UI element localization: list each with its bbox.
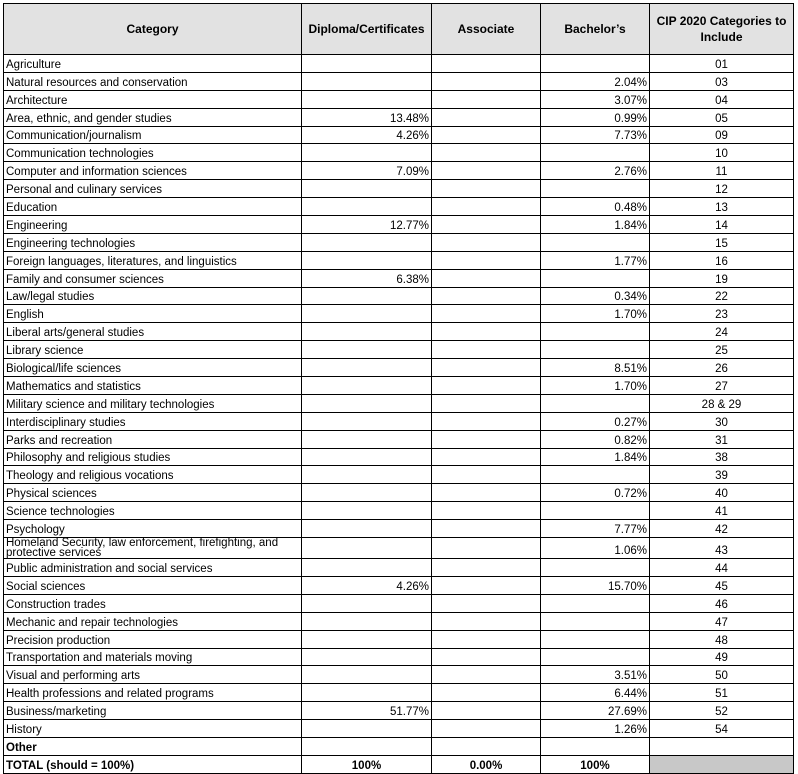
table-row — [4, 576, 794, 594]
cell-category[interactable]: Engineering technologies — [4, 233, 302, 251]
total-row — [4, 755, 794, 773]
cell-cip[interactable]: 47 — [650, 612, 794, 630]
cell-category[interactable]: Theology and religious vocations — [4, 466, 302, 484]
cell-cip[interactable]: 05 — [650, 108, 794, 126]
cell-category[interactable]: Biological/life sciences — [4, 359, 302, 377]
table-row — [4, 162, 794, 180]
header-associate[interactable]: Associate — [432, 4, 541, 55]
cell-cip[interactable]: 13 — [650, 198, 794, 216]
cell-category[interactable]: Computer and information sciences — [4, 162, 302, 180]
cell-diploma[interactable] — [302, 144, 432, 162]
table-row — [4, 430, 794, 448]
cell-cip[interactable]: 14 — [650, 216, 794, 234]
table-row — [4, 180, 794, 198]
cell-cip[interactable]: 01 — [650, 55, 794, 73]
cell-cip[interactable]: 15 — [650, 233, 794, 251]
cell-cip[interactable]: 11 — [650, 162, 794, 180]
cell-cip[interactable]: 52 — [650, 702, 794, 720]
cell-associate[interactable] — [432, 55, 541, 73]
cell-bachelor[interactable]: 1.70% — [541, 305, 650, 323]
cell-category[interactable]: Philosophy and religious studies — [4, 448, 302, 466]
table-row — [4, 559, 794, 577]
cell-associate[interactable] — [432, 323, 541, 341]
cell-category[interactable]: Communication/journalism — [4, 126, 302, 144]
table-row — [4, 359, 794, 377]
cell-diploma[interactable]: 51.77% — [302, 702, 432, 720]
cell-associate[interactable] — [432, 126, 541, 144]
cell-cip[interactable]: 48 — [650, 630, 794, 648]
cell-bachelor[interactable] — [541, 630, 650, 648]
cell-cip[interactable]: 41 — [650, 502, 794, 520]
cell-cip[interactable]: 44 — [650, 559, 794, 577]
cell-diploma[interactable] — [302, 666, 432, 684]
cell-cip[interactable]: 38 — [650, 448, 794, 466]
cell-diploma[interactable] — [302, 180, 432, 198]
cell-cip[interactable]: 19 — [650, 269, 794, 287]
cell-bachelor[interactable] — [541, 594, 650, 612]
cell-bachelor[interactable]: 1.70% — [541, 377, 650, 395]
cell-associate[interactable] — [432, 484, 541, 502]
cell-category[interactable]: Science technologies — [4, 502, 302, 520]
header-bachelor[interactable]: Bachelor’s — [541, 4, 650, 55]
cell-diploma[interactable] — [302, 341, 432, 359]
cell-associate[interactable] — [432, 576, 541, 594]
cell-diploma[interactable] — [302, 55, 432, 73]
cell-category[interactable]: Construction trades — [4, 594, 302, 612]
cell-category[interactable]: Architecture — [4, 90, 302, 108]
cell-diploma[interactable] — [302, 594, 432, 612]
table-row — [4, 216, 794, 234]
cell-total-cip[interactable] — [650, 755, 794, 773]
cell-bachelor[interactable] — [541, 648, 650, 666]
cell-cip[interactable]: 50 — [650, 666, 794, 684]
table-row — [4, 684, 794, 702]
cell-associate[interactable] — [432, 684, 541, 702]
cell-category[interactable]: Homeland Security, law enforcement, firefighting, and protective services — [4, 538, 302, 559]
table-row — [4, 90, 794, 108]
cell-associate[interactable] — [432, 251, 541, 269]
cell-bachelor[interactable]: 7.77% — [541, 520, 650, 538]
cell-bachelor[interactable]: 8.51% — [541, 359, 650, 377]
cell-bachelor[interactable]: 15.70% — [541, 576, 650, 594]
cell-cip[interactable]: 25 — [650, 341, 794, 359]
header-cip[interactable]: CIP 2020 Categories to Include — [650, 4, 794, 55]
cell-associate[interactable] — [432, 702, 541, 720]
cell-cip[interactable]: 51 — [650, 684, 794, 702]
cell-bachelor[interactable]: 3.51% — [541, 666, 650, 684]
cell-cip[interactable]: 45 — [650, 576, 794, 594]
cell-associate[interactable] — [432, 430, 541, 448]
cell-diploma[interactable] — [302, 305, 432, 323]
cell-category[interactable]: Engineering — [4, 216, 302, 234]
cell-diploma[interactable] — [302, 484, 432, 502]
cell-cip[interactable]: 43 — [650, 538, 794, 559]
cell-category[interactable]: Family and consumer sciences — [4, 269, 302, 287]
table-row — [4, 269, 794, 287]
cell-associate[interactable] — [432, 720, 541, 738]
cell-cip[interactable]: 28 & 29 — [650, 394, 794, 412]
table-row — [4, 630, 794, 648]
cell-diploma[interactable] — [302, 377, 432, 395]
cell-cip[interactable]: 49 — [650, 648, 794, 666]
cell-category[interactable]: Personal and culinary services — [4, 180, 302, 198]
cell-diploma[interactable] — [302, 538, 432, 559]
cell-diploma[interactable]: 6.38% — [302, 269, 432, 287]
table-row — [4, 126, 794, 144]
table-row — [4, 323, 794, 341]
cell-category[interactable]: Mechanic and repair technologies — [4, 612, 302, 630]
cell-associate[interactable] — [432, 502, 541, 520]
cell-cip[interactable]: 22 — [650, 287, 794, 305]
cell-associate[interactable] — [432, 359, 541, 377]
cell-associate[interactable] — [432, 448, 541, 466]
cell-category[interactable]: Library science — [4, 341, 302, 359]
cell-associate[interactable] — [432, 341, 541, 359]
table-row — [4, 55, 794, 73]
cell-total-label[interactable]: TOTAL (should = 100%) — [4, 755, 302, 773]
cell-cip[interactable]: 03 — [650, 72, 794, 90]
table-row — [4, 484, 794, 502]
cell-bachelor[interactable]: 6.44% — [541, 684, 650, 702]
cell-category[interactable]: Communication technologies — [4, 144, 302, 162]
cell-cip[interactable]: 46 — [650, 594, 794, 612]
cell-associate[interactable] — [432, 216, 541, 234]
table-row — [4, 233, 794, 251]
cell-bachelor[interactable] — [541, 737, 650, 755]
cell-bachelor[interactable]: 0.72% — [541, 484, 650, 502]
cell-associate[interactable] — [432, 412, 541, 430]
cell-bachelor[interactable] — [541, 55, 650, 73]
cell-associate[interactable] — [432, 162, 541, 180]
other-row — [4, 737, 794, 755]
cell-diploma[interactable] — [302, 448, 432, 466]
cell-diploma[interactable]: 7.09% — [302, 162, 432, 180]
cell-bachelor[interactable] — [541, 559, 650, 577]
cell-associate[interactable] — [432, 520, 541, 538]
cell-cip[interactable]: 24 — [650, 323, 794, 341]
table-row — [4, 412, 794, 430]
cell-category[interactable]: Natural resources and conservation — [4, 72, 302, 90]
cell-bachelor[interactable] — [541, 394, 650, 412]
cell-bachelor[interactable]: 0.82% — [541, 430, 650, 448]
cell-category[interactable]: Precision production — [4, 630, 302, 648]
cell-category[interactable]: Law/legal studies — [4, 287, 302, 305]
table-row — [4, 108, 794, 126]
cell-diploma[interactable] — [302, 394, 432, 412]
cell-bachelor[interactable]: 2.04% — [541, 72, 650, 90]
cell-category[interactable]: Business/marketing — [4, 702, 302, 720]
cell-cip[interactable]: 54 — [650, 720, 794, 738]
cell-diploma[interactable] — [302, 412, 432, 430]
cell-diploma[interactable]: 4.26% — [302, 576, 432, 594]
table-row — [4, 251, 794, 269]
cell-bachelor[interactable] — [541, 612, 650, 630]
cell-diploma[interactable] — [302, 72, 432, 90]
cell-category[interactable]: Psychology — [4, 520, 302, 538]
cell-bachelor[interactable]: 1.84% — [541, 448, 650, 466]
table-body — [4, 55, 794, 738]
table-row — [4, 702, 794, 720]
cell-associate[interactable] — [432, 559, 541, 577]
cell-associate[interactable] — [432, 648, 541, 666]
cell-cip[interactable]: 42 — [650, 520, 794, 538]
cell-associate[interactable] — [432, 72, 541, 90]
cell-diploma[interactable] — [302, 233, 432, 251]
table-row — [4, 520, 794, 538]
table-row — [4, 72, 794, 90]
cell-bachelor[interactable] — [541, 233, 650, 251]
cell-category[interactable]: Education — [4, 198, 302, 216]
cell-cip[interactable]: 27 — [650, 377, 794, 395]
cell-diploma[interactable] — [302, 466, 432, 484]
cell-associate[interactable] — [432, 737, 541, 755]
cell-associate[interactable] — [432, 666, 541, 684]
cell-category[interactable]: Visual and performing arts — [4, 666, 302, 684]
table-row — [4, 466, 794, 484]
cell-associate[interactable] — [432, 198, 541, 216]
cell-diploma[interactable]: 4.26% — [302, 126, 432, 144]
cell-cip[interactable]: 40 — [650, 484, 794, 502]
cell-category[interactable]: Transportation and materials moving — [4, 648, 302, 666]
table-row — [4, 341, 794, 359]
cell-bachelor[interactable]: 0.99% — [541, 108, 650, 126]
cell-bachelor[interactable]: 1.77% — [541, 251, 650, 269]
cell-diploma[interactable] — [302, 630, 432, 648]
cell-associate[interactable] — [432, 108, 541, 126]
header-row — [4, 4, 794, 55]
cell-bachelor[interactable] — [541, 323, 650, 341]
table-row — [4, 648, 794, 666]
table-row — [4, 538, 794, 559]
cell-category[interactable]: Public administration and social services — [4, 559, 302, 577]
header-category[interactable]: Category — [4, 4, 302, 55]
cell-associate[interactable] — [432, 377, 541, 395]
cell-bachelor[interactable]: 0.34% — [541, 287, 650, 305]
cell-diploma[interactable] — [302, 323, 432, 341]
cell-bachelor[interactable] — [541, 180, 650, 198]
cell-cip[interactable]: 09 — [650, 126, 794, 144]
cell-diploma[interactable] — [302, 502, 432, 520]
cell-category[interactable]: Social sciences — [4, 576, 302, 594]
cell-bachelor[interactable]: 1.84% — [541, 216, 650, 234]
cell-diploma[interactable] — [302, 90, 432, 108]
cell-associate[interactable] — [432, 630, 541, 648]
cell-cip[interactable]: 04 — [650, 90, 794, 108]
cell-diploma[interactable] — [302, 251, 432, 269]
table-row — [4, 305, 794, 323]
cell-cip[interactable]: 31 — [650, 430, 794, 448]
cell-bachelor[interactable]: 0.27% — [541, 412, 650, 430]
cell-diploma[interactable] — [302, 559, 432, 577]
cell-associate[interactable] — [432, 180, 541, 198]
cell-diploma[interactable] — [302, 430, 432, 448]
cell-bachelor[interactable]: 3.07% — [541, 90, 650, 108]
table-row — [4, 666, 794, 684]
cell-bachelor[interactable]: 1.26% — [541, 720, 650, 738]
cell-category[interactable]: English — [4, 305, 302, 323]
table-row — [4, 198, 794, 216]
cell-diploma[interactable] — [302, 287, 432, 305]
table-row — [4, 502, 794, 520]
cell-bachelor[interactable] — [541, 144, 650, 162]
cell-bachelor[interactable]: 7.73% — [541, 126, 650, 144]
header-diploma[interactable]: Diploma/Certificates — [302, 4, 432, 55]
cell-category[interactable]: Interdisciplinary studies — [4, 412, 302, 430]
cell-associate[interactable] — [432, 269, 541, 287]
cell-associate[interactable] — [432, 305, 541, 323]
cell-cip[interactable] — [650, 737, 794, 755]
table-row — [4, 377, 794, 395]
cell-category[interactable]: Physical sciences — [4, 484, 302, 502]
cell-diploma[interactable] — [302, 648, 432, 666]
cell-cip[interactable]: 16 — [650, 251, 794, 269]
cell-total-diploma[interactable]: 100% — [302, 755, 432, 773]
cell-bachelor[interactable]: 0.48% — [541, 198, 650, 216]
cell-associate[interactable] — [432, 538, 541, 559]
table-row — [4, 720, 794, 738]
cell-diploma[interactable] — [302, 198, 432, 216]
cell-cip[interactable]: 39 — [650, 466, 794, 484]
cell-bachelor[interactable] — [541, 502, 650, 520]
cell-category[interactable]: Military science and military technologies — [4, 394, 302, 412]
cell-associate[interactable] — [432, 144, 541, 162]
cell-category[interactable]: Agriculture — [4, 55, 302, 73]
cell-diploma[interactable] — [302, 612, 432, 630]
spreadsheet — [3, 3, 793, 774]
cell-associate[interactable] — [432, 594, 541, 612]
table-row — [4, 594, 794, 612]
table-row — [4, 144, 794, 162]
cell-bachelor[interactable]: 2.76% — [541, 162, 650, 180]
cell-diploma[interactable] — [302, 737, 432, 755]
cell-associate[interactable] — [432, 287, 541, 305]
table-row — [4, 394, 794, 412]
cell-associate[interactable] — [432, 90, 541, 108]
cell-bachelor[interactable] — [541, 269, 650, 287]
cell-bachelor[interactable] — [541, 341, 650, 359]
cell-category[interactable]: Liberal arts/general studies — [4, 323, 302, 341]
table-row — [4, 448, 794, 466]
cell-category[interactable]: Parks and recreation — [4, 430, 302, 448]
cell-category[interactable]: Other — [4, 737, 302, 755]
cell-cip[interactable]: 30 — [650, 412, 794, 430]
cell-category[interactable]: Foreign languages, literatures, and linguistics — [4, 251, 302, 269]
cell-cip[interactable]: 23 — [650, 305, 794, 323]
table-row — [4, 287, 794, 305]
cell-associate[interactable] — [432, 233, 541, 251]
cell-bachelor[interactable]: 27.69% — [541, 702, 650, 720]
table-row — [4, 612, 794, 630]
cell-diploma[interactable] — [302, 520, 432, 538]
cell-total-associate[interactable]: 0.00% — [432, 755, 541, 773]
cell-cip[interactable]: 26 — [650, 359, 794, 377]
cell-category[interactable]: History — [4, 720, 302, 738]
cell-diploma[interactable] — [302, 359, 432, 377]
cell-category[interactable]: Area, ethnic, and gender studies — [4, 108, 302, 126]
cell-diploma[interactable]: 13.48% — [302, 108, 432, 126]
cell-total-bachelor[interactable]: 100% — [541, 755, 650, 773]
degree-category-table — [3, 3, 794, 774]
cell-bachelor[interactable] — [541, 466, 650, 484]
cell-bachelor[interactable]: 1.06% — [541, 538, 650, 559]
cell-cip[interactable]: 10 — [650, 144, 794, 162]
cell-category[interactable]: Mathematics and statistics — [4, 377, 302, 395]
cell-associate[interactable] — [432, 466, 541, 484]
cell-associate[interactable] — [432, 394, 541, 412]
cell-category[interactable]: Health professions and related programs — [4, 684, 302, 702]
cell-cip[interactable]: 12 — [650, 180, 794, 198]
cell-diploma[interactable] — [302, 684, 432, 702]
cell-diploma[interactable]: 12.77% — [302, 216, 432, 234]
cell-diploma[interactable] — [302, 720, 432, 738]
cell-associate[interactable] — [432, 612, 541, 630]
